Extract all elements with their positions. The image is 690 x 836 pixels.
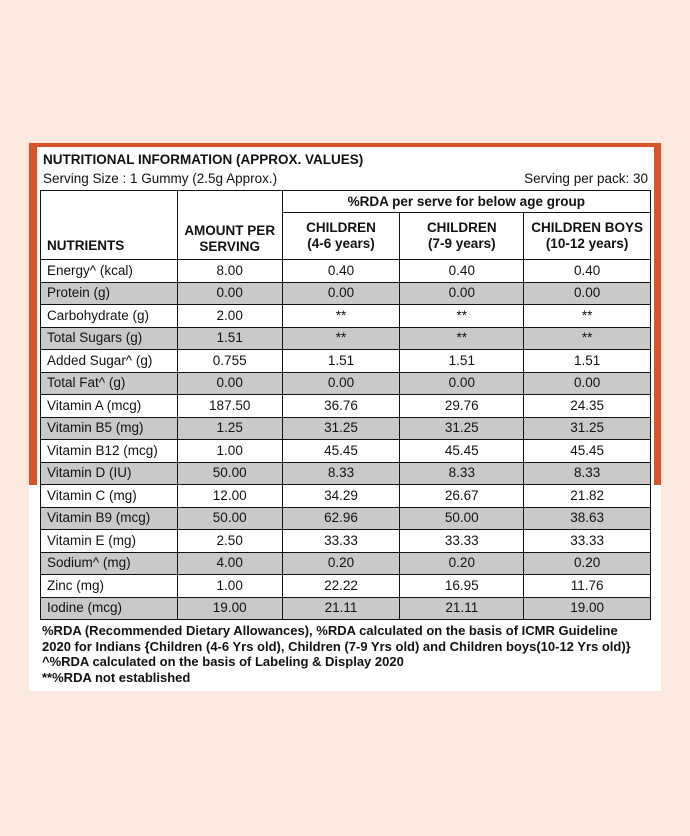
header-rda-group: %RDA per serve for below age group — [282, 191, 650, 213]
rda-7-9: 33.33 — [400, 530, 524, 553]
amount-per-serving: 50.00 — [177, 507, 282, 530]
nutrition-table — [40, 190, 651, 620]
nutrition-panel — [37, 147, 654, 688]
rda-4-6: 0.40 — [282, 260, 400, 283]
rda-7-9: 0.00 — [400, 372, 524, 395]
rda-4-6: 21.11 — [282, 597, 400, 620]
amount-per-serving: 1.00 — [177, 440, 282, 463]
rda-4-6: ** — [282, 327, 400, 350]
rda-7-9: 26.67 — [400, 485, 524, 508]
footnote-4: **%RDA not established — [42, 669, 191, 685]
rda-4-6: 45.45 — [282, 440, 400, 463]
rda-7-9: 16.95 — [400, 575, 524, 598]
rda-4-6: 1.51 — [282, 350, 400, 373]
nutrient-name: Vitamin C (mg) — [41, 485, 178, 508]
rda-4-6: ** — [282, 305, 400, 328]
panel-header — [37, 147, 654, 188]
amount-per-serving: 8.00 — [177, 260, 282, 283]
amount-per-serving: 1.51 — [177, 327, 282, 350]
table-row — [41, 597, 651, 620]
rda-10-12: 33.33 — [524, 530, 651, 553]
rda-7-9: 0.40 — [400, 260, 524, 283]
amount-per-serving: 12.00 — [177, 485, 282, 508]
rda-4-6: 36.76 — [282, 395, 400, 418]
table-row — [41, 260, 651, 283]
table-row — [41, 395, 651, 418]
rda-10-12: 31.25 — [524, 417, 651, 440]
footnote-3: ^%RDA calculated on the basis of Labeling & Display 2020 — [42, 654, 404, 669]
header-group-7-9-line1: CHILDREN — [426, 220, 497, 235]
rda-4-6: 8.33 — [282, 462, 400, 485]
frame-accent-right — [654, 143, 661, 485]
table-row — [41, 485, 651, 508]
rda-7-9: 21.11 — [400, 597, 524, 620]
header-group-4-6-line2: (4-6 years) — [307, 236, 375, 251]
amount-per-serving: 187.50 — [177, 395, 282, 418]
nutrient-name: Carbohydrate (g) — [41, 305, 178, 328]
header-group-7-9 — [400, 213, 524, 260]
amount-per-serving: 1.25 — [177, 417, 282, 440]
nutrient-name: Vitamin A (mcg) — [41, 395, 178, 418]
amount-per-serving: 1.00 — [177, 575, 282, 598]
rda-10-12: ** — [524, 305, 651, 328]
rda-4-6: 0.00 — [282, 282, 400, 305]
amount-per-serving: 19.00 — [177, 597, 282, 620]
rda-4-6: 62.96 — [282, 507, 400, 530]
table-row — [41, 440, 651, 463]
header-group-10-12 — [524, 213, 651, 260]
rda-4-6: 22.22 — [282, 575, 400, 598]
table-row — [41, 417, 651, 440]
amount-per-serving: 0.00 — [177, 372, 282, 395]
footnotes — [42, 623, 652, 685]
header-amount: AMOUNT PER SERVING — [177, 191, 282, 260]
rda-4-6: 31.25 — [282, 417, 400, 440]
table-row — [41, 462, 651, 485]
nutrient-name: Vitamin B9 (mcg) — [41, 507, 178, 530]
table-row — [41, 350, 651, 373]
serving-per-pack: Serving per pack: 30 — [524, 171, 648, 186]
footnote-1: %RDA (Recommended Dietary Allowances), %RDA calculated on the basis of ICMR Guideline — [42, 623, 618, 638]
rda-10-12: 38.63 — [524, 507, 651, 530]
nutrient-name: Sodium^ (mg) — [41, 552, 178, 575]
nutrition-rows — [41, 260, 651, 620]
rda-10-12: 8.33 — [524, 462, 651, 485]
nutrient-name: Vitamin B5 (mg) — [41, 417, 178, 440]
rda-10-12: 0.20 — [524, 552, 651, 575]
table-row — [41, 552, 651, 575]
rda-10-12: 45.45 — [524, 440, 651, 463]
header-group-4-6-line1: CHILDREN — [306, 220, 376, 235]
rda-7-9: ** — [400, 327, 524, 350]
nutrient-name: Vitamin E (mg) — [41, 530, 178, 553]
rda-7-9: 0.20 — [400, 552, 524, 575]
nutrient-name: Total Sugars (g) — [41, 327, 178, 350]
nutrient-name: Total Fat^ (g) — [41, 372, 178, 395]
panel-title: NUTRITIONAL INFORMATION (APPROX. VALUES) — [43, 152, 364, 167]
rda-7-9: ** — [400, 305, 524, 328]
rda-10-12: 1.51 — [524, 350, 651, 373]
frame-accent-left — [29, 143, 37, 485]
rda-10-12: 11.76 — [524, 575, 651, 598]
amount-per-serving: 2.50 — [177, 530, 282, 553]
table-row — [41, 372, 651, 395]
amount-per-serving: 2.00 — [177, 305, 282, 328]
amount-per-serving: 0.00 — [177, 282, 282, 305]
rda-4-6: 0.00 — [282, 372, 400, 395]
table-row — [41, 305, 651, 328]
table-row — [41, 327, 651, 350]
table-row — [41, 530, 651, 553]
rda-10-12: 21.82 — [524, 485, 651, 508]
amount-per-serving: 4.00 — [177, 552, 282, 575]
nutrient-name: Energy^ (kcal) — [41, 260, 178, 283]
amount-per-serving: 50.00 — [177, 462, 282, 485]
rda-7-9: 45.45 — [400, 440, 524, 463]
table-row — [41, 282, 651, 305]
amount-per-serving: 0.755 — [177, 350, 282, 373]
header-group-10-12-line2: (10-12 years) — [545, 236, 629, 251]
table-row — [41, 507, 651, 530]
rda-7-9: 31.25 — [400, 417, 524, 440]
nutrient-name: Zinc (mg) — [41, 575, 178, 598]
rda-10-12: 0.40 — [524, 260, 651, 283]
header-nutrients: NUTRIENTS — [41, 191, 178, 260]
rda-4-6: 34.29 — [282, 485, 400, 508]
rda-7-9: 1.51 — [400, 350, 524, 373]
footnote-2: 2020 for Indians {Children (4-6 Yrs old), Children (7-9 Yrs old) and Children boys(10-12 Yrs old)} — [42, 638, 631, 654]
rda-7-9: 29.76 — [400, 395, 524, 418]
nutrient-name: Vitamin D (IU) — [41, 462, 178, 485]
serving-info — [43, 169, 648, 188]
serving-size: Serving Size : 1 Gummy (2.5g Approx.) — [43, 171, 278, 186]
rda-7-9: 0.00 — [400, 282, 524, 305]
table-row — [41, 575, 651, 598]
nutrient-name: Iodine (mcg) — [41, 597, 178, 620]
header-group-7-9-line2: (7-9 years) — [428, 236, 496, 251]
rda-10-12: ** — [524, 327, 651, 350]
rda-10-12: 19.00 — [524, 597, 651, 620]
nutrient-name: Protein (g) — [41, 282, 178, 305]
nutrient-name: Vitamin B12 (mcg) — [41, 440, 178, 463]
rda-10-12: 24.35 — [524, 395, 651, 418]
rda-7-9: 8.33 — [400, 462, 524, 485]
header-group-4-6 — [282, 213, 400, 260]
header-group-10-12-line1: CHILDREN BOYS — [531, 220, 643, 235]
rda-10-12: 0.00 — [524, 282, 651, 305]
rda-10-12: 0.00 — [524, 372, 651, 395]
rda-4-6: 0.20 — [282, 552, 400, 575]
nutrient-name: Added Sugar^ (g) — [41, 350, 178, 373]
rda-4-6: 33.33 — [282, 530, 400, 553]
rda-7-9: 50.00 — [400, 507, 524, 530]
